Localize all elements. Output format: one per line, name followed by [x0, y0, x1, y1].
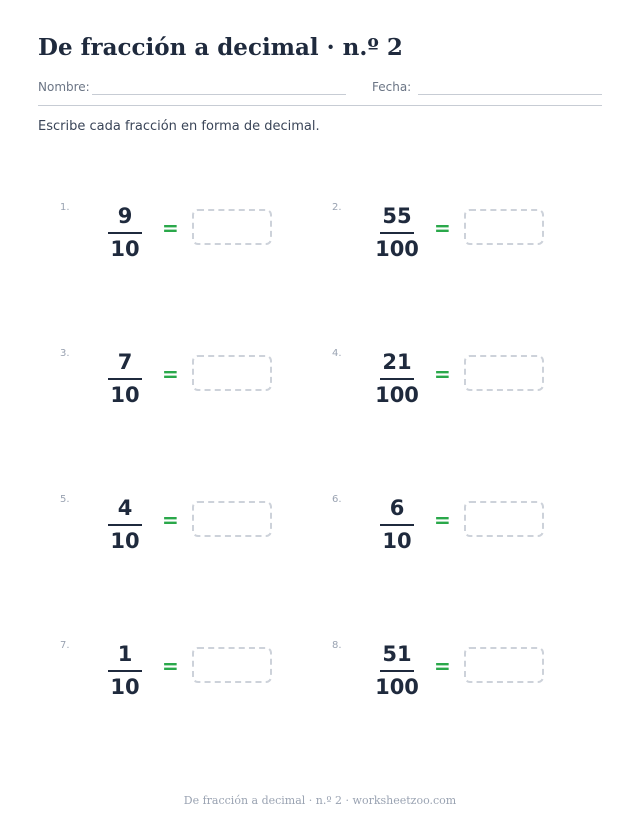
numerator: 55 [382, 204, 412, 228]
problem-number: 2. [332, 202, 342, 213]
instructions: Escribe cada fracción en forma de decimal. [38, 119, 320, 134]
problem-number: 5. [60, 494, 70, 505]
date-field[interactable] [418, 94, 602, 95]
problem-1 [60, 202, 300, 282]
numerator: 6 [389, 496, 405, 520]
equals-sign: = [434, 362, 451, 386]
numerator: 9 [117, 204, 133, 228]
page-footer: De fracción a decimal · n.º 2 · worksheetzoo.com [183, 794, 457, 807]
fraction-bar [108, 524, 142, 526]
fraction-bar [108, 378, 142, 380]
equals-sign: = [434, 508, 451, 532]
answer-box[interactable] [192, 209, 272, 245]
denominator: 10 [110, 383, 140, 407]
name-field[interactable] [92, 94, 346, 95]
fraction-bar [108, 232, 142, 234]
numerator: 51 [382, 642, 412, 666]
problem-number: 8. [332, 640, 342, 651]
answer-box[interactable] [464, 355, 544, 391]
numerator: 1 [117, 642, 133, 666]
page-title: De fracción a decimal · n.º 2 [38, 34, 403, 61]
equals-sign: = [434, 654, 451, 678]
answer-box[interactable] [192, 501, 272, 537]
fraction [370, 494, 424, 555]
answer-box[interactable] [192, 647, 272, 683]
date-label: Fecha: [372, 80, 412, 94]
problem-number: 7. [60, 640, 70, 651]
problem-5 [60, 494, 300, 574]
fraction [98, 202, 152, 263]
equals-sign: = [162, 654, 179, 678]
problem-number: 3. [60, 348, 70, 359]
problem-8 [332, 640, 572, 720]
denominator: 10 [110, 675, 140, 699]
equals-sign: = [162, 362, 179, 386]
header-divider [38, 105, 602, 106]
fraction-bar [380, 524, 414, 526]
student-info-row [38, 80, 602, 100]
fraction-bar [108, 670, 142, 672]
fraction-bar [380, 670, 414, 672]
fraction-bar [380, 378, 414, 380]
problem-7 [60, 640, 300, 720]
problem-4 [332, 348, 572, 428]
equals-sign: = [162, 216, 179, 240]
numerator: 21 [382, 350, 412, 374]
fraction [98, 494, 152, 555]
problem-6 [332, 494, 572, 574]
fraction-bar [380, 232, 414, 234]
denominator: 100 [375, 383, 419, 407]
fraction [370, 640, 424, 701]
answer-box[interactable] [464, 501, 544, 537]
fraction [98, 640, 152, 701]
numerator: 4 [117, 496, 133, 520]
equals-sign: = [162, 508, 179, 532]
denominator: 100 [375, 675, 419, 699]
problem-2 [332, 202, 572, 282]
answer-box[interactable] [192, 355, 272, 391]
numerator: 7 [117, 350, 133, 374]
fraction [370, 348, 424, 409]
fraction [370, 202, 424, 263]
problem-number: 6. [332, 494, 342, 505]
equals-sign: = [434, 216, 451, 240]
problem-number: 4. [332, 348, 342, 359]
fraction [98, 348, 152, 409]
problem-number: 1. [60, 202, 70, 213]
problem-3 [60, 348, 300, 428]
answer-box[interactable] [464, 647, 544, 683]
name-label: Nombre: [38, 80, 90, 94]
answer-box[interactable] [464, 209, 544, 245]
denominator: 100 [375, 237, 419, 261]
denominator: 10 [110, 529, 140, 553]
denominator: 10 [110, 237, 140, 261]
denominator: 10 [382, 529, 412, 553]
